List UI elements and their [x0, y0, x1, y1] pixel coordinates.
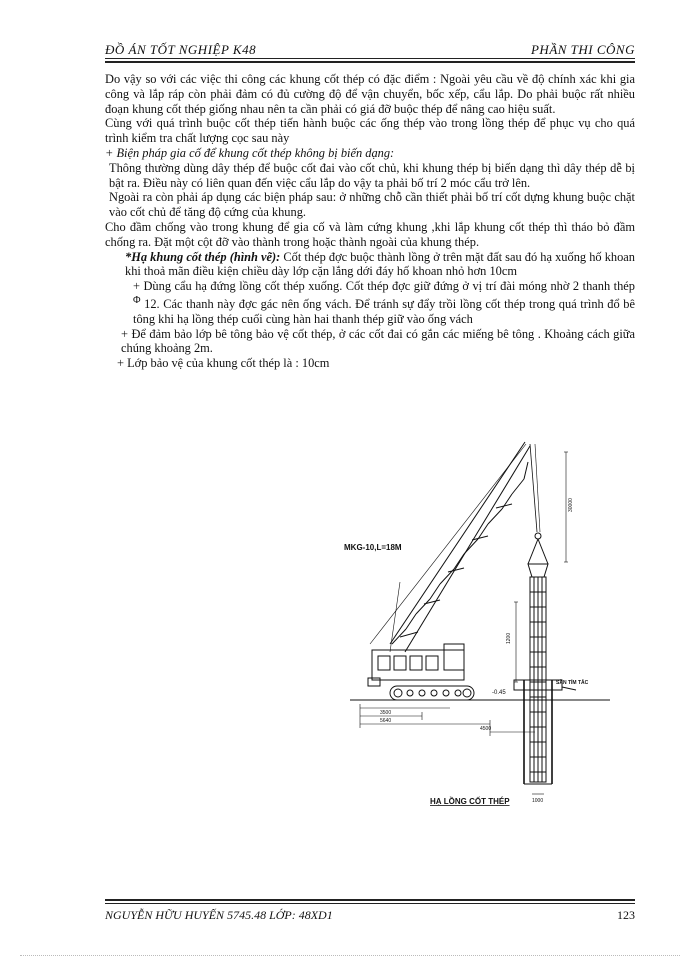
crane-boom [390, 442, 530, 652]
crane-tracks [390, 686, 474, 700]
document-body [105, 72, 635, 371]
dim-3500: 3500 [380, 710, 392, 716]
footer-rule [105, 903, 635, 904]
paragraph-6: Cho đầm chống vào trong khung để gia cố và làm cứng khung ,khi lắp khung cốt thép thì tháo bỏ đầm chống ra. Đặt một cột đỡ vào thành trong hoặc thành ngoài của khung thép. [105, 219, 635, 249]
crane-label: MKG-10,L=18M [344, 543, 402, 552]
dim-1000: 1000 [532, 798, 544, 804]
footer-left: NGUYỄN HỮU HUYẾN 5745.48 LỚP: 48XD1 [105, 908, 333, 922]
paragraph-8-a: + Dùng cẩu hạ đứng lồng cốt thép xuống. Cốt thép đợc giữ đứng ở vị trí đài móng nhờ 2 thanh thép [133, 279, 635, 294]
phi-symbol: Φ [133, 294, 141, 306]
header-right: PHẦN THI CÔNG [530, 42, 635, 57]
header-left: ĐỒ ÁN TỐT NGHIỆP K48 [105, 42, 257, 57]
dim-top: 30000 [568, 498, 574, 512]
paragraph-4: Thông thường dùng dây thép để buộc cốt đai vào cốt chủ, khi khung thép bị biến dạng thì dây thép dễ bị bật ra. Điều này có liên quan đến việc cẩu lắp do vậy ta phải bố trí 2 móc cẩu trở lên. [109, 160, 635, 190]
paragraph-8 [105, 279, 635, 327]
dim-4500: 4500 [480, 726, 492, 732]
paragraph-2: Cùng với quá trình buộc cốt thép tiến hành buộc các ống thép vào trong lồng thép để phục vụ cho quá trình kiểm tra chất lượng cọc sau này [105, 116, 635, 146]
page-number: 123 [617, 908, 635, 922]
dim-5640: 5640 [380, 718, 392, 724]
header-rule-thick [105, 61, 635, 63]
hook-icon [535, 533, 541, 539]
header-rule [105, 58, 635, 59]
dimension-lines [360, 452, 568, 794]
footer-rule-thick [105, 899, 635, 901]
section-heading-lowering: *Hạ khung cốt thép (hình vẽ): [125, 249, 281, 264]
figure-caption: HẠ LỒNG CỐT THÉP [430, 797, 510, 806]
cage-top [528, 564, 548, 577]
paragraph-1: Do vậy so với các việc thi công các khung cốt thép có đặc điểm : Ngoài yêu cầu về độ chính xác khi gia công và lắp ráp còn phải đảm có đủ cường độ để vận chuyển, bốc xếp, cẩu lắp. Do phải buộc rất nhiều đoạn khung cốt thép giống nhau nên ta cần phải có giá đỡ buộc thép để nâng cao hiệu suất. [105, 72, 635, 116]
page-footer [105, 908, 635, 923]
paragraph-7 [105, 250, 635, 280]
crane-body [368, 644, 464, 686]
section-heading-reinforcement: + Biện pháp gia cố để khung cốt thép không bị biến dạng: [105, 145, 395, 160]
level-label: -0.45 [492, 690, 506, 696]
paragraph-9: + Để đảm bảo lớp bê tông bảo vệ cốt thép, ở các cốt đai có gắn các miếng bê tông . Khoảng cách giữa chúng khoảng 2m. [121, 326, 635, 356]
paragraph-10: + Lớp bảo vệ của khung cốt thép là : 10cm [117, 356, 330, 371]
platform-label: SÀN TÍM TẮC [556, 680, 589, 686]
page-header [105, 42, 635, 62]
crane-figure [330, 432, 630, 812]
dim-1200: 1200 [506, 632, 512, 644]
paragraph-7-text: Cốt thép đợc buộc thành lồng ở trên mặt đất sau đó hạ xuống hố khoan khi thoả mãn điều kiện chiều dày lớp cặn lắng dới đáy hố khoan nhỏ hơn 10cm [125, 249, 635, 279]
paragraph-8-b: 12. Các thanh này đợc gác nên ống vách. Để tránh sự đẩy trồi lồng cốt thép trong quá trình đổ bê tông khi hạ lồng thép cuối cùng hàn hai thanh thép giữ vào ống vách [133, 297, 635, 326]
paragraph-5: Ngoài ra còn phải áp dụng các biện pháp sau: ở những chỗ cần thiết phải bố trí cốt dựng khung buộc chặt vào cốt chủ để tăng độ cứng của khung. [109, 190, 635, 220]
page-edge-divider [20, 955, 680, 956]
